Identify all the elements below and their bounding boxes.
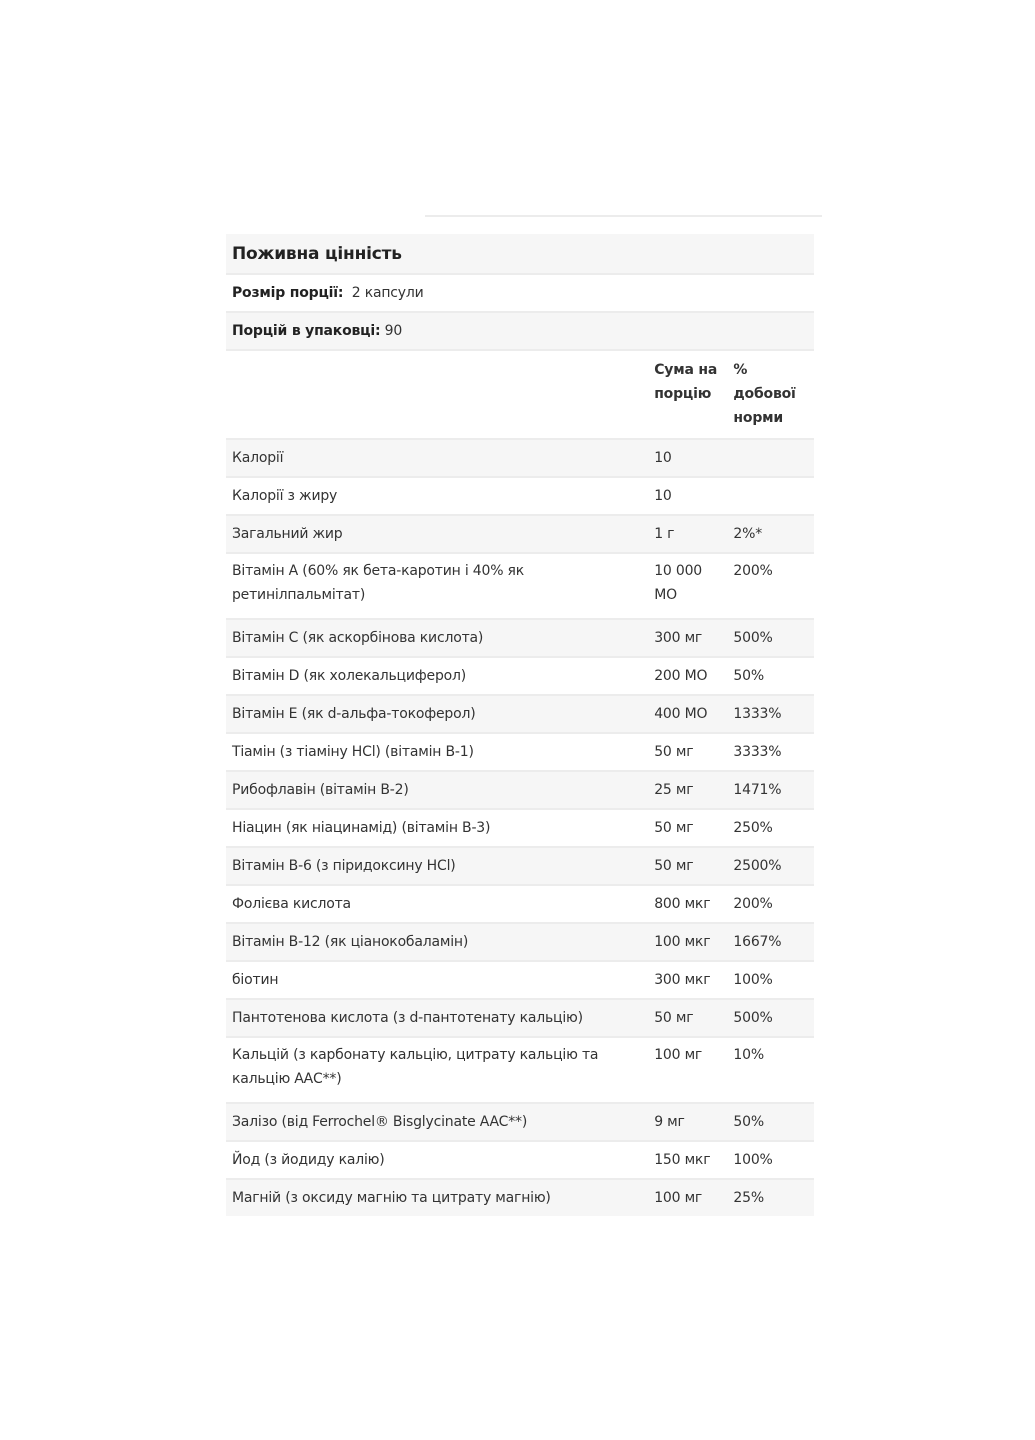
nutrient-row xyxy=(226,695,814,733)
nutrient-amount: 50 мг xyxy=(648,809,727,847)
nutrient-amount: 50 мг xyxy=(648,847,727,885)
nutrient-amount: 1 г xyxy=(648,515,727,553)
nutrient-amount: 100 мг xyxy=(648,1037,727,1103)
nutrition-facts-panel xyxy=(226,234,814,1216)
nutrient-row xyxy=(226,1179,814,1216)
nutrient-daily-value: 1667% xyxy=(727,923,814,961)
nutrient-name: Вітамін В-12 (як ціанокобаламін) xyxy=(226,923,648,961)
nutrient-row xyxy=(226,477,814,515)
nutrient-daily-value: 100% xyxy=(727,961,814,999)
nutrient-amount: 50 мг xyxy=(648,999,727,1037)
nutrient-name: Залізо (від Ferrochel® Bisglycinate AAC**) xyxy=(226,1103,648,1141)
nutrient-name: Загальний жир xyxy=(226,515,648,553)
nutrient-daily-value: 200% xyxy=(727,885,814,923)
nutrient-amount: 400 МО xyxy=(648,695,727,733)
nutrient-name: біотин xyxy=(226,961,648,999)
nutrient-daily-value: 100% xyxy=(727,1141,814,1179)
nutrient-name: Рибофлавін (вітамін В-2) xyxy=(226,771,648,809)
servings-per-container xyxy=(226,312,814,350)
nutrient-daily-value: 2500% xyxy=(727,847,814,885)
servings-per-container-row xyxy=(226,312,814,350)
nutrient-name: Кальцій (з карбонату кальцію, цитрату кальцію та кальцію ААС**) xyxy=(226,1037,648,1103)
serving-size-value: 2 капсули xyxy=(351,285,424,301)
nutrient-daily-value: 200% xyxy=(727,553,814,619)
top-divider xyxy=(425,215,822,217)
nutrient-name: Йод (з йодиду калію) xyxy=(226,1141,648,1179)
nutrient-amount: 300 мкг xyxy=(648,961,727,999)
nutrient-daily-value: 50% xyxy=(727,1103,814,1141)
nutrient-amount: 100 мг xyxy=(648,1179,727,1216)
nutrient-name: Тіамін (з тіаміну HCl) (вітамін В-1) xyxy=(226,733,648,771)
nutrient-name: Пантотенова кислота (з d-пантотенату кальцію) xyxy=(226,999,648,1037)
title-row xyxy=(226,234,814,274)
nutrient-amount: 25 мг xyxy=(648,771,727,809)
nutrient-amount: 50 мг xyxy=(648,733,727,771)
nutrient-daily-value: 3333% xyxy=(727,733,814,771)
nutrient-row xyxy=(226,771,814,809)
nutrient-row xyxy=(226,885,814,923)
nutrient-row xyxy=(226,439,814,477)
nutrient-daily-value: 250% xyxy=(727,809,814,847)
servings-per-container-label: Порцій в упаковці: xyxy=(232,323,381,339)
serving-size-label: Розмір порції: xyxy=(232,285,344,301)
nutrient-name: Калорії xyxy=(226,439,648,477)
nutrient-name: Вітамін В-6 (з піридоксину HCl) xyxy=(226,847,648,885)
nutrient-row xyxy=(226,1103,814,1141)
nutrient-daily-value: 10% xyxy=(727,1037,814,1103)
nutrient-amount: 150 мкг xyxy=(648,1141,727,1179)
serving-size-row xyxy=(226,274,814,312)
nutrient-row xyxy=(226,515,814,553)
nutrient-row xyxy=(226,733,814,771)
nutrient-name: Магній (з оксиду магнію та цитрату магнію) xyxy=(226,1179,648,1216)
nutrient-daily-value: 500% xyxy=(727,999,814,1037)
nutrition-table xyxy=(226,234,814,1216)
nutrient-amount: 800 мкг xyxy=(648,885,727,923)
serving-size xyxy=(226,274,814,312)
nutrient-daily-value: 25% xyxy=(727,1179,814,1216)
nutrient-row xyxy=(226,1037,814,1103)
header-amount-per-serving: Сума на порцію xyxy=(648,350,727,439)
servings-per-container-value: 90 xyxy=(384,323,403,339)
nutrient-name: Вітамін D (як холекальциферол) xyxy=(226,657,648,695)
nutrient-row xyxy=(226,657,814,695)
nutrient-daily-value xyxy=(727,477,814,515)
nutrient-amount: 10 000 МО xyxy=(648,553,727,619)
nutrient-daily-value: 1471% xyxy=(727,771,814,809)
nutrient-daily-value: 2%* xyxy=(727,515,814,553)
nutrient-daily-value: 50% xyxy=(727,657,814,695)
nutrient-name: Ніацин (як ніацинамід) (вітамін В-3) xyxy=(226,809,648,847)
nutrient-amount: 200 МО xyxy=(648,657,727,695)
nutrient-amount: 10 xyxy=(648,439,727,477)
nutrient-row xyxy=(226,847,814,885)
nutrient-row xyxy=(226,553,814,619)
nutrient-row xyxy=(226,809,814,847)
column-header-row xyxy=(226,350,814,439)
nutrient-daily-value xyxy=(727,439,814,477)
nutrient-row xyxy=(226,923,814,961)
nutrition-title: Поживна цінність xyxy=(226,234,814,274)
nutrient-name: Фолієва кислота xyxy=(226,885,648,923)
header-empty-cell xyxy=(226,350,648,439)
nutrient-amount: 9 мг xyxy=(648,1103,727,1141)
nutrient-row xyxy=(226,961,814,999)
nutrient-row xyxy=(226,619,814,657)
nutrient-row xyxy=(226,999,814,1037)
nutrient-name: Калорії з жиру xyxy=(226,477,648,515)
nutrient-amount: 300 мг xyxy=(648,619,727,657)
nutrient-daily-value: 1333% xyxy=(727,695,814,733)
nutrient-amount: 10 xyxy=(648,477,727,515)
nutrient-name: Вітамін А (60% як бета-каротин і 40% як ретинілпальмітат) xyxy=(226,553,648,619)
header-daily-value: % добової норми xyxy=(727,350,814,439)
nutrient-row xyxy=(226,1141,814,1179)
nutrient-daily-value: 500% xyxy=(727,619,814,657)
nutrient-name: Вітамін С (як аскорбінова кислота) xyxy=(226,619,648,657)
nutrient-name: Вітамін Е (як d-альфа-токоферол) xyxy=(226,695,648,733)
nutrient-amount: 100 мкг xyxy=(648,923,727,961)
